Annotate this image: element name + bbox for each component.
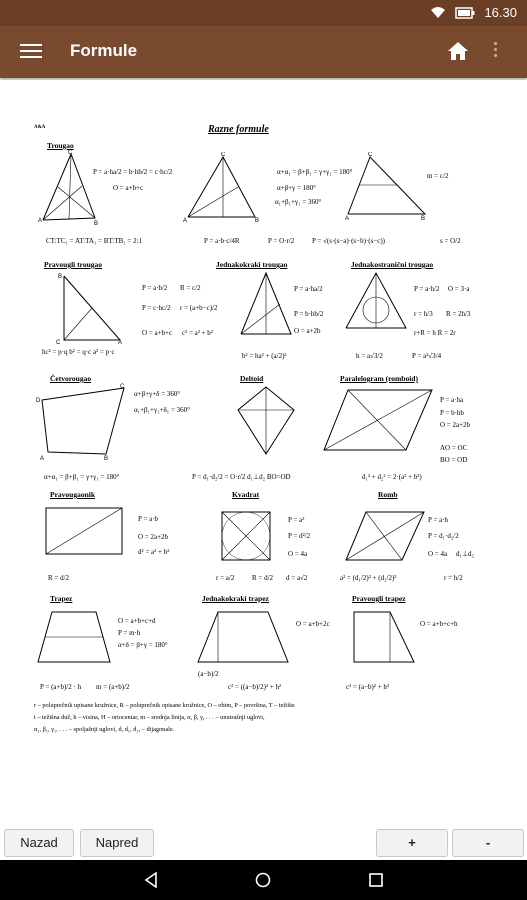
formula-jt-c: c² = ((a−b)/2)² + h² xyxy=(228,683,282,691)
svg-text:C: C xyxy=(120,384,125,390)
formula-tr-heron: P = √(s·(s−a)·(s−b)·(s−c)) xyxy=(312,237,386,245)
formula-ro-perim: O = 4a xyxy=(428,550,448,558)
formula-tr-perim: O = a+b+c xyxy=(113,184,144,192)
corner-label: A&A xyxy=(34,125,46,130)
formula-pr-area: P = a·b xyxy=(138,515,159,523)
formula-pt-area: P = a·b/2 xyxy=(142,284,168,292)
formula-jk-perim: O = a+2b xyxy=(294,327,321,335)
formula-de-area: P = d₁·d₂/2 = O·r/2 d₁⊥d₂ BO=OD xyxy=(192,473,291,481)
formula-pt-r: r = (a+b−c)/2 xyxy=(180,304,218,312)
section-pravougaonik: Pravougaonik xyxy=(50,490,96,499)
formula-pr-R: R = d/2 xyxy=(48,574,70,582)
formula-pr-perim: O = 2a+2b xyxy=(138,533,169,541)
section-cetvorougao: Četvorougao xyxy=(50,374,92,383)
isosceles-trapezoid-figure xyxy=(196,606,292,666)
svg-text:B: B xyxy=(58,274,63,280)
rhombus-figure xyxy=(344,508,426,564)
document-title: Razne formule xyxy=(208,124,269,135)
battery-icon xyxy=(455,7,475,19)
home-icon[interactable] xyxy=(446,39,470,63)
zoom-out-button[interactable]: - xyxy=(452,829,524,857)
status-bar xyxy=(0,0,527,26)
svg-text:C: C xyxy=(368,152,373,158)
next-button[interactable]: Napred xyxy=(80,829,154,857)
formula-ro-area1: P = a·h xyxy=(428,516,449,524)
formula-ro-r: r = h/2 xyxy=(444,574,463,582)
deltoid-figure xyxy=(234,384,298,458)
trapezoid-figure xyxy=(36,606,112,666)
legend-line: t – težišna duž, h – visina, H – ortocentar, m – srednja linija, α, β, γ, . . . – unutrašnji uglovi, xyxy=(34,714,265,721)
formula-pa-AO: AO = OC xyxy=(440,444,468,452)
formula-pa-BO: BO = OD xyxy=(440,456,468,464)
triangle-midline-figure xyxy=(345,152,427,220)
formula-document xyxy=(0,80,527,826)
svg-text:B: B xyxy=(104,456,109,462)
formula-kv-perim: O = 4a xyxy=(288,550,308,558)
formula-ro-a: a² = (d₁/2)² + (d₂/2)² xyxy=(340,574,397,582)
status-time: 16.30 xyxy=(484,5,517,20)
formula-jk-area1: P = a·ha/2 xyxy=(294,285,323,293)
formula-kv-d: d = a√2 xyxy=(286,574,308,582)
formula-pa-perim: O = 2a+2b xyxy=(440,421,471,429)
formula-tr-angles2: α+β+γ = 180° xyxy=(277,184,316,192)
more-icon[interactable] xyxy=(490,40,500,64)
formula-jk-area2: P = b·hb/2 xyxy=(294,310,324,318)
formula-pz-perim: O = a+b+c+h xyxy=(420,620,458,628)
formula-pt-R: R = c/2 xyxy=(180,284,201,292)
svg-text:C: C xyxy=(221,152,226,158)
svg-text:B: B xyxy=(94,221,98,225)
svg-text:B: B xyxy=(255,218,260,224)
wifi-icon xyxy=(430,6,446,19)
formula-pa-area1: P = a·ha xyxy=(440,396,464,404)
formula-js-perim: O = 3·a xyxy=(448,285,470,293)
isosceles-triangle-figure xyxy=(238,270,294,338)
formula-kv-R: R = d/2 xyxy=(252,574,274,582)
formula-kv-area2: P = d²/2 xyxy=(288,532,311,540)
formula-pt-euclid: hc² = p·q b² = q·c a² = p·c xyxy=(42,348,115,356)
formula-tz-angles: α+δ = β+γ = 180° xyxy=(118,641,168,649)
section-jednakokraki-trapez: Jednakokraki trapez xyxy=(202,594,269,603)
formula-ce-angles1: α+β+γ+δ = 360° xyxy=(134,390,181,398)
formula-tz-P: P = (a+b)/2 · h xyxy=(40,683,82,691)
formula-ce-sup: α+α₁ = β+β₁ = γ+γ₁ = 180° xyxy=(44,473,120,481)
zoom-in-button[interactable]: + xyxy=(376,829,448,857)
right-triangle-figure xyxy=(44,272,124,344)
menu-icon[interactable] xyxy=(20,41,42,63)
formula-tr-area: P = a·ha/2 = b·hb/2 = c·hc/2 xyxy=(93,168,173,176)
section-deltoid: Deltoid xyxy=(240,374,264,383)
section-pravougli-trapez: Pravougli trapez xyxy=(352,594,406,603)
formula-tr-or: P = O·r/2 xyxy=(268,237,295,245)
formula-ro-perp: d₁⊥d₂ xyxy=(456,550,474,558)
formula-jk-b2: b² = ha² + (a/2)² xyxy=(242,352,287,360)
formula-tz-m: m = (a+b)/2 xyxy=(96,683,130,691)
formula-tr-angles1: α+α₁ = β+β₁ = γ+γ₁ = 180° xyxy=(277,168,353,176)
recents-icon[interactable] xyxy=(368,872,384,888)
section-jednakokraki-trougao: Jednakokraki trougao xyxy=(216,260,288,269)
svg-text:A: A xyxy=(38,218,43,224)
formula-ro-area2: P = d₁·d₂/2 xyxy=(428,532,459,540)
formula-js-area2: P = a²√3/4 xyxy=(412,352,442,360)
page-title: Formule xyxy=(70,41,138,60)
section-trapez: Trapez xyxy=(50,594,73,603)
svg-text:A: A xyxy=(345,216,350,220)
formula-pt-pyth: c² = a² + b² xyxy=(182,329,213,337)
legend-line: r – poluprečnik upisane kružnice, R – poluprečnik opisane kružnice, O – obim, P – površina, T – težište xyxy=(34,702,295,709)
formula-tr-centroid: CT:TC₁ = AT:TA₁ = BT:TB₁ = 2:1 xyxy=(46,237,143,245)
formula-jt-perim: O = a+b+2c xyxy=(296,620,330,628)
equilateral-triangle-figure xyxy=(343,270,409,332)
formula-js-r: r = h/3 xyxy=(414,310,433,318)
formula-pt-area2: P = c·hc/2 xyxy=(142,304,171,312)
svg-text:D: D xyxy=(36,398,41,404)
home-circle-icon[interactable] xyxy=(255,872,271,888)
square-figure xyxy=(218,508,274,564)
section-pravougli-trougao: Pravougli trougao xyxy=(44,260,102,269)
formula-pa-area2: P = b·hb xyxy=(440,409,464,417)
legend-line: α₁, β₁, γ₁, . . . – spoljašnji uglovi, d, d₁, d₂, – dijagonale. xyxy=(34,726,175,733)
formula-js-h: h = a√3/2 xyxy=(356,352,383,360)
formula-ce-angles2: α₁+β₁+γ₁+δ₁ = 360° xyxy=(134,406,190,414)
formula-tr-abc: P = a·b·c/4R xyxy=(204,237,240,245)
bottom-toolbar xyxy=(0,826,527,860)
formula-jt-half: (a−b)/2 xyxy=(198,670,219,678)
svg-text:C: C xyxy=(68,150,73,156)
section-kvadrat: Kvadrat xyxy=(232,490,260,499)
formula-pz-c: c² = (a−b)² + h² xyxy=(346,683,390,691)
section-paralelogram: Paralelogram (romboid) xyxy=(340,374,418,383)
parallelogram-figure xyxy=(322,384,434,454)
triangle-figure xyxy=(38,150,98,225)
formula-js-rR: r+R = h R = 2r xyxy=(414,329,456,337)
rectangle-figure xyxy=(38,502,126,558)
formula-js-R: R = 2h/3 xyxy=(446,310,471,318)
svg-text:A: A xyxy=(118,340,123,344)
formula-js-area: P = a·h/2 xyxy=(414,285,440,293)
formula-pt-perim: O = a+b+c xyxy=(142,329,173,337)
svg-text:C: C xyxy=(56,340,61,344)
triangle-angles-figure xyxy=(183,152,263,224)
navigation-bar xyxy=(0,860,527,900)
section-romb: Romb xyxy=(378,490,398,499)
formula-tr-m: m = c/2 xyxy=(427,172,449,180)
section-jednakostranicni-trougao: Jednakostranični trougao xyxy=(351,260,434,269)
formula-tz-perim: O = a+b+c+d xyxy=(118,617,156,625)
formula-tr-s: s = O/2 xyxy=(440,237,461,245)
quadrilateral-figure xyxy=(34,382,126,462)
formula-pr-d: d² = a² + b² xyxy=(138,548,170,556)
formula-kv-r: r = a/2 xyxy=(216,574,235,582)
back-icon[interactable] xyxy=(143,872,159,888)
svg-text:A: A xyxy=(40,456,45,462)
formula-pa-diag: d₁² + d₂² = 2·(a² + b²) xyxy=(362,473,422,481)
svg-text:A: A xyxy=(183,218,188,224)
svg-text:B: B xyxy=(421,216,426,220)
back-button[interactable]: Nazad xyxy=(4,829,74,857)
right-trapezoid-figure xyxy=(346,606,416,666)
section-trougao: Trougao xyxy=(47,141,74,150)
formula-tz-area: P = m·h xyxy=(118,629,141,637)
formula-tr-angles3: α₁+β₁+γ₁ = 360° xyxy=(275,198,322,206)
formula-kv-area1: P = a² xyxy=(288,516,305,524)
app-bar xyxy=(0,26,527,78)
